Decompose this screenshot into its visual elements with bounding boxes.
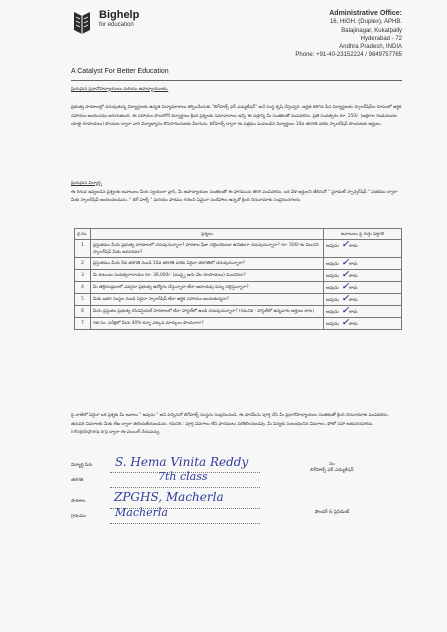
office-phone: Phone: +91-40-23152224 / 9849757765 [295, 52, 402, 59]
col-header-answer: జవాబులు పై గుర్తు పెట్టాలి [324, 229, 402, 240]
answer-yes: అవును [326, 273, 339, 279]
student-section [71, 180, 403, 206]
answer-no: కాదు [349, 243, 358, 249]
office-line: Andhra Pradesh, INDIA [339, 44, 402, 51]
questions-table [74, 228, 402, 330]
office-line: Balajinagar, Kukatpally [341, 27, 402, 34]
row-question: ప్రస్తుతము మీరు ప్రభుత్వ పాఠశాలలో చదువుచున్నారా? పాఠశాల ఫీజు చెల్లించకుండా ఉచితంగా చదువుచున్నారా? రూ. 500/-కు మించని స్కాలర్‌షిప్ మీకు అవసరమా? [91, 240, 324, 258]
office-title: Administrative Office: [329, 10, 402, 17]
row-answer[interactable] [324, 258, 402, 270]
student-name-value[interactable]: S. Hema Vinita Reddy [115, 455, 249, 469]
label-village: గ్రామము [71, 514, 87, 519]
table-row [75, 240, 402, 258]
table-row [75, 258, 402, 270]
brand-subtitle: for education [99, 22, 134, 28]
handwritten-tick: ✓ [341, 257, 350, 268]
handwritten-tick: ✓ [341, 293, 350, 304]
row-answer[interactable] [324, 294, 402, 306]
answer-yes: అవును [326, 261, 339, 267]
sign-top-label: సం [329, 462, 335, 467]
row-no: 2 [75, 258, 91, 270]
row-question: మీరు ప్రస్తుతం ప్రభుత్వ రెసిడెన్షియల్ పాఠశాలలో లేదా హాస్టల్‌లో ఉండి చదువుచున్నారా? (గమనిక - హాస్టల్‌లో ఉన్నవారు అర్హులు కారు) [91, 306, 324, 318]
row-no: 4 [75, 282, 91, 294]
label-school: పాఠశాల [71, 499, 86, 504]
row-question: గత సం. పరీక్షలో మీరు 40% కన్నా ఎక్కువ మార్కులు పొందినారా? [91, 318, 324, 330]
sign-block-top [302, 462, 362, 474]
handwritten-tick: ✓ [341, 269, 350, 280]
answer-no: కాదు [349, 261, 358, 267]
header-divider [71, 80, 402, 81]
row-answer[interactable] [324, 282, 402, 294]
class-underline [110, 487, 260, 488]
table-row [75, 318, 402, 330]
village-underline [110, 523, 260, 524]
table-row [75, 270, 402, 282]
answer-yes: అవును [326, 321, 339, 327]
answer-yes: అవును [326, 297, 339, 303]
row-question: మీకు ఇతర సంస్థల నుండి ఏదైనా స్కాలర్‌షిప్ లేదా ఆర్థిక సహాయం అందుతున్నదా? [91, 294, 324, 306]
office-line: Hyderabad - 72 [360, 35, 402, 42]
office-line: 16, HIGH. (Duplex), APHB. [329, 19, 402, 26]
handwritten-tick: ✓ [341, 317, 350, 328]
answer-no: కాదు [349, 309, 358, 315]
answer-no: కాదు [349, 285, 358, 291]
row-answer[interactable] [324, 240, 402, 258]
answer-no: కాదు [349, 297, 358, 303]
office-address [232, 10, 402, 60]
instructions-paragraph: ఈ దిగువ ఇవ్వబడిన ప్రశ్నలకు జవాబులు మీరు స్వయంగా వ్రాసి, మీ ఉపాధ్యాయుల సంతకంతో ఈ ఫారమును తిరిగి పంపవలెను. ఒక వేళ అర్హులని తేలినచో " స్టూడెంట్ స్పాన్సర్‌షిప్ " పథకము ద్వారా మీకు స్కాలర్‌షిప్ అందించబడును. " బిగ్ హెల్ప్ " మరియు ఫారము గురించి ఏమైనా సందేహాలు ఉన్నచో క్రింది చిరునామాకు సంప్రదించగలరు. [71, 189, 398, 204]
table-row [75, 282, 402, 294]
row-no: 6 [75, 306, 91, 318]
intro-paragraph: ప్రభుత్వ పాఠశాలల్లో చదువుతున్న విద్యార్థులకు ఉన్నత విద్యావకాశాలు కల్పించేందుకు "బిగ్‌హెల్ప్ ఫర్ ఎడ్యుకేషన్" అనే సంస్థ కృషి చేస్తున్నది. అర్హత కలిగిన పేద విద్యార్థులకు స్కాలర్‌షిప్‌ల రూపంలో ఆర్థిక సహాయం అందించడం జరుగుతుంది. ఈ సహాయం పొందగోరే విద్యార్థులు క్రింది ప్రశ్నలకు సమాధానాలు ఇచ్చి ఈ పత్రాన్ని మీ సంతకంతో పంపవలెను. ప్రతి సంవత్సరం రూ. 250/- (అక్షరాల రెండువందల యాభై రూపాయలు) పొందుట ద్వారా వారి విద్యాభ్యాసం కొనసాగించుటకు వీలగును. బిగ్‌హెల్ప్ ద్వారా ఈ పత్రము పంపబడిన విద్యార్థులు 10వ తరగతి వరకు స్కాలర్‌షిప్ పొందుటకు అర్హులు. [71, 105, 402, 128]
handwritten-tick: ✓ [341, 305, 350, 316]
answer-yes: అవును [326, 309, 339, 315]
table-header-row [75, 229, 402, 240]
label-class: తరగతి [71, 478, 84, 483]
closing-paragraph: పై వాటిలో ఏదైనా ఒక ప్రశ్నకు మీ జవాబు " అవును " అని వచ్చినచో బిగ్‌హెల్ప్ సంస్థను సంప్రదించండి. ఈ ఫారమ్‌ను పూర్తి చేసి మీ ప్రధానోపాధ్యాయుల సంతకంతో క్రింది చిరునామాకు పంపవలెను. తదుపరి వివరాలకు మీకు లేఖ ద్వారా తెలియజేయబడును. గమనిక : పూర్తి వివరాలు లేని ఫారములు పరిశీలించబడవు. మీ విద్యకు సంబంధించిన వివరాలు, ఫోటో సహా జతపరచవలెను. info@bighelp.org ద్వారా ఈ-మెయిల్ చేయవచ్చు. [71, 413, 389, 436]
col-header-question: ప్రశ్నలు [91, 229, 324, 240]
row-answer[interactable] [324, 270, 402, 282]
student-subhead: ప్రియమైన విద్యార్థి, [71, 181, 102, 186]
sign-top-org: బిగ్‌హెల్ప్ ఫర్ ఎడ్యుకేషన్ [310, 468, 354, 473]
row-question: మీ తల్లిదండ్రులలో ఎవరైనా ప్రభుత్వ ఉద్యోగం చేస్తున్నారా లేదా ఆదాయపు పన్ను చెల్లిస్తున్నారా? [91, 282, 324, 294]
answer-no: కాదు [349, 321, 358, 327]
row-no: 5 [75, 294, 91, 306]
row-question: మీ కుటుంబ సంవత్సరాదాయం రూ. 36,000/- (ముప్పై ఆరు వేల రూపాయలు) మించనిదా? [91, 270, 324, 282]
bighelp-logo-icon [71, 8, 93, 36]
answer-no: కాదు [349, 273, 358, 279]
table-row [75, 306, 402, 318]
handwritten-tick: ✓ [341, 239, 350, 250]
row-no: 7 [75, 318, 91, 330]
brand-name: Bighelp [99, 9, 140, 21]
tagline: A Catalyst For Better Education [71, 68, 169, 75]
handwritten-tick: ✓ [341, 281, 350, 292]
answer-yes: అవును [326, 243, 339, 249]
greeting [71, 86, 403, 95]
village-value[interactable]: Macherla [115, 506, 168, 519]
row-answer[interactable] [324, 318, 402, 330]
answer-yes: అవును [326, 285, 339, 291]
founder-label: ఫౌండర్ & ప్రెసిడెంట్ [314, 510, 350, 515]
col-header-no: క్ర.సం. [75, 229, 91, 240]
row-question: ప్రస్తుతము మీరు 6వ తరగతి నుండి 10వ తరగతి వరకు ఏదైనా తరగతిలో చదువుచున్నారా? [91, 258, 324, 270]
greeting-text: ప్రియమైన ప్రధానోపాధ్యాయులు మరియు ఉపాధ్యాయులకు, [71, 87, 169, 92]
school-value[interactable]: ZPGHS, Macherla [114, 490, 224, 504]
class-value[interactable]: 7th class [158, 470, 208, 483]
table-row [75, 294, 402, 306]
row-no: 3 [75, 270, 91, 282]
row-answer[interactable] [324, 306, 402, 318]
row-no: 1 [75, 240, 91, 258]
label-student-name: విద్యార్థి పేరు [71, 463, 93, 468]
